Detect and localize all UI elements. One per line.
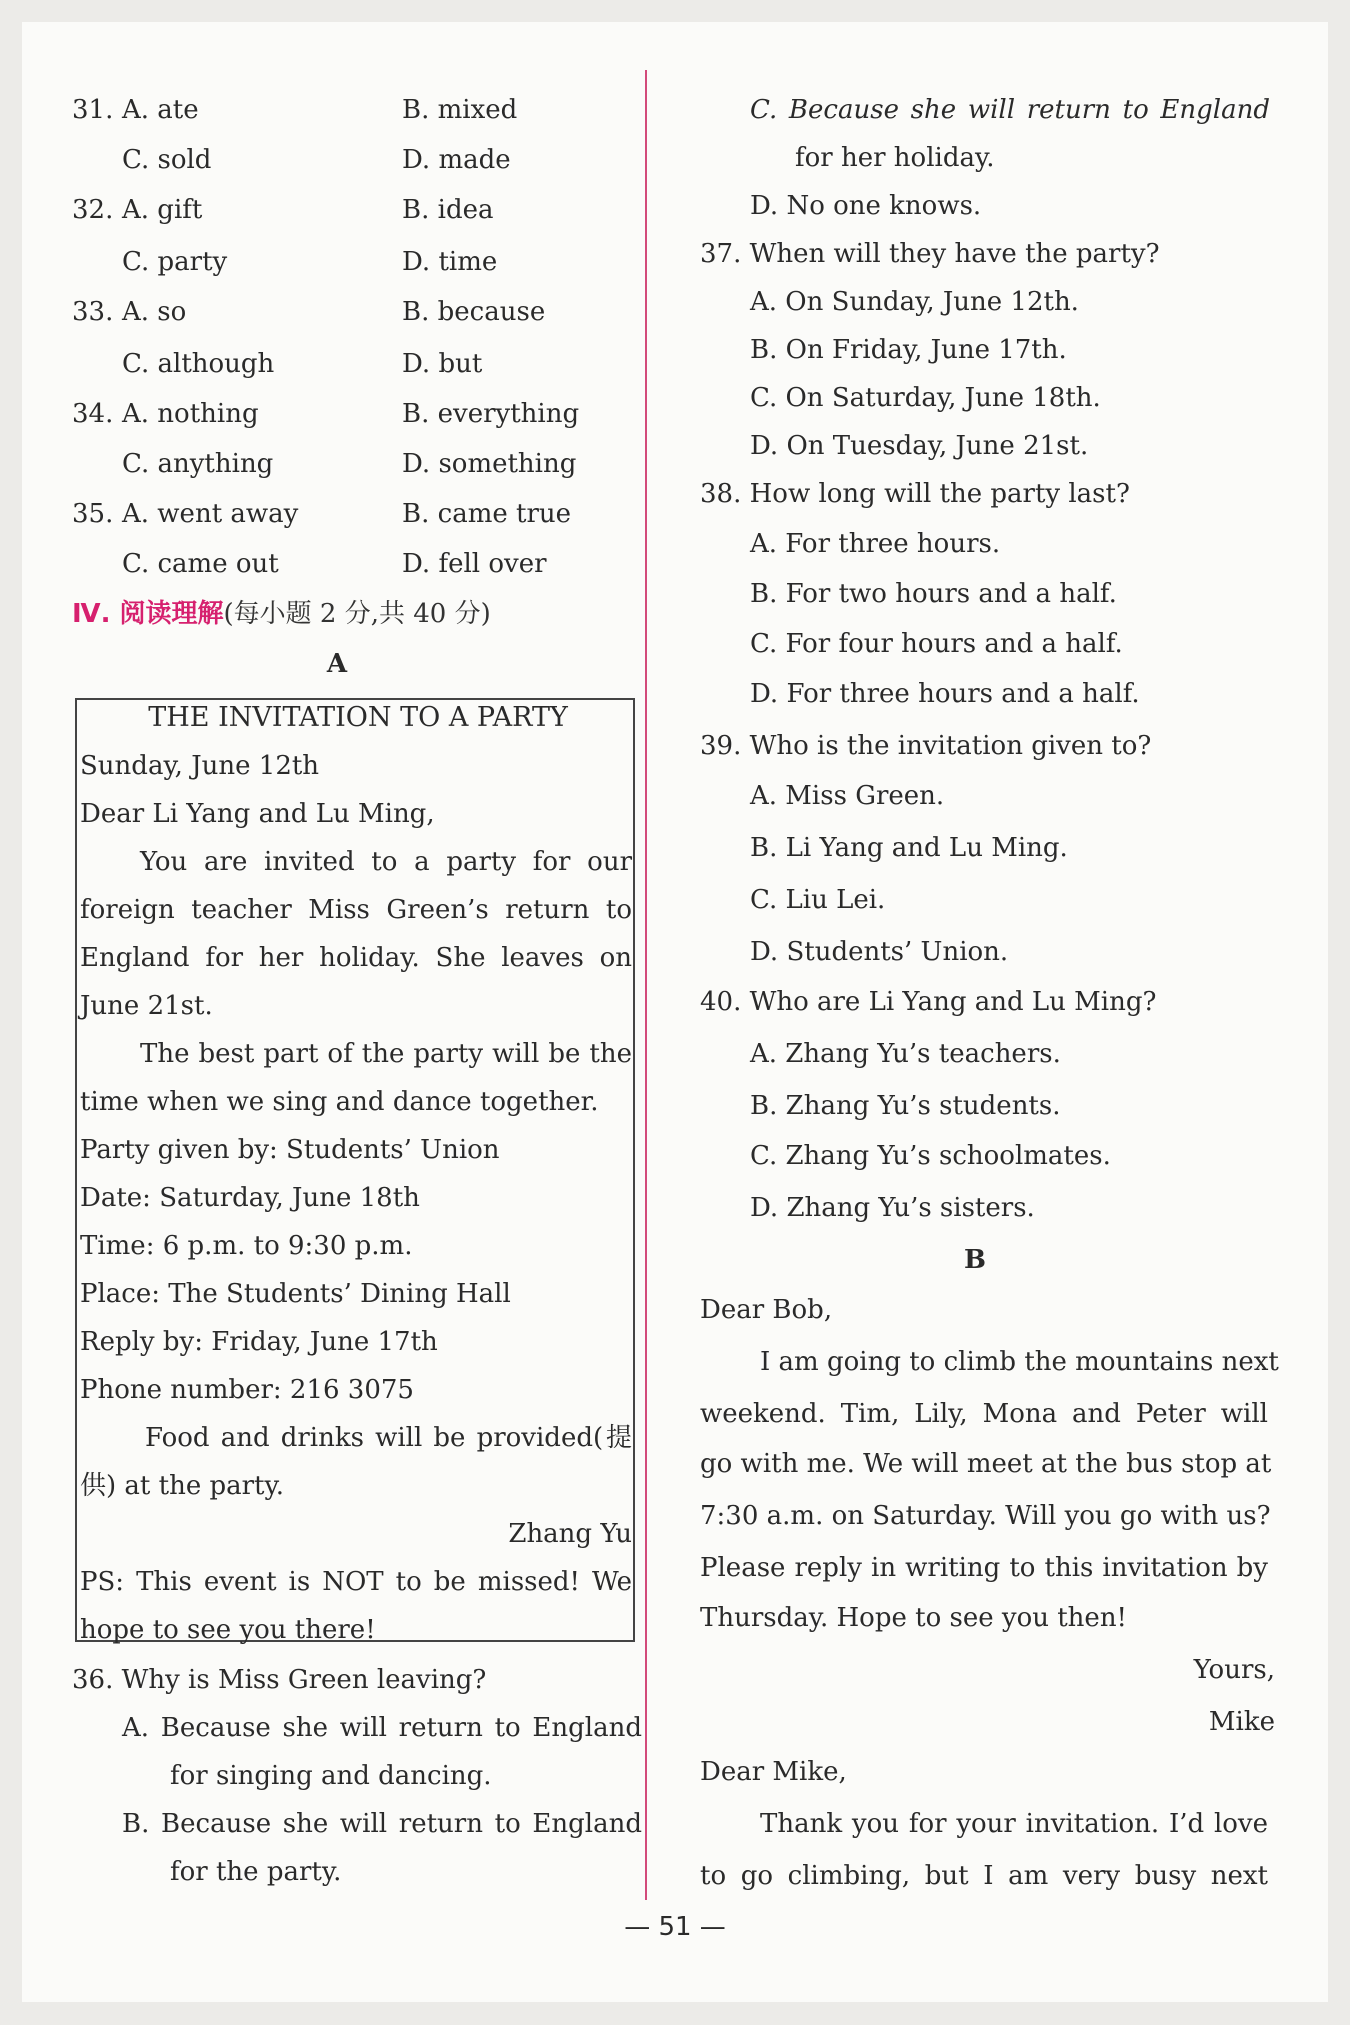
invitation-p1-line: June 21st. (80, 991, 213, 1021)
q37-option-d: D. On Tuesday, June 21st. (750, 431, 1089, 461)
q34-option-c: C. anything (122, 449, 274, 479)
q39-option-a: A. Miss Green. (750, 781, 945, 811)
letter1-signer: Mike (1208, 1707, 1275, 1737)
q38-option-b: B. For two hours and a half. (750, 579, 1117, 609)
q36-option-b: B. Because she will return to England (122, 1809, 642, 1839)
invitation-ps-line: hope to see you there! (80, 1615, 376, 1645)
invitation-date: Sunday, June 12th (80, 751, 320, 781)
q33-option-c: C. although (122, 349, 275, 379)
q36-option-a: A. Because she will return to England (122, 1713, 642, 1743)
invitation-time-line: Time: 6 p.m. to 9:30 p.m. (80, 1231, 413, 1261)
invitation-date-line: Date: Saturday, June 18th (80, 1183, 420, 1213)
section-heading (72, 594, 491, 634)
invitation-p1-line: England for her holiday. She leaves on (80, 943, 632, 973)
letter1-greeting: Dear Bob, (700, 1295, 833, 1325)
q32-option-a: A. gift (122, 195, 203, 225)
q34-option-b: B. everything (402, 399, 580, 429)
q38-stem: 38. How long will the party last? (700, 479, 1130, 509)
invitation-greeting: Dear Li Yang and Lu Ming, (80, 799, 435, 829)
q37-option-c: C. On Saturday, June 18th. (750, 383, 1101, 413)
q31-option-b: B. mixed (402, 95, 518, 125)
invitation-reply-line: Reply by: Friday, June 17th (80, 1327, 438, 1357)
passage-b-label: B (964, 1245, 986, 1275)
q34-option-a: A. nothing (122, 399, 259, 429)
invitation-phone-line: Phone number: 216 3075 (80, 1375, 414, 1405)
q39-option-c: C. Liu Lei. (750, 885, 886, 915)
q31-number: 31. (72, 95, 114, 125)
q32-option-b: B. idea (402, 195, 494, 225)
q40-option-d: D. Zhang Yu’s sisters. (750, 1193, 1035, 1223)
q36-option-c: C. Because she will return to England (750, 95, 1270, 125)
q35-option-c: C. came out (122, 549, 279, 579)
q36-option-a-cont: for singing and dancing. (170, 1761, 492, 1791)
letter1-line: Please reply in writing to this invitation by (700, 1553, 1268, 1583)
letter2-line: to go climbing, but I am very busy next (700, 1861, 1268, 1891)
q33-option-a: A. so (122, 297, 187, 327)
q37-option-a: A. On Sunday, June 12th. (750, 287, 1079, 317)
q31-option-a: A. ate (122, 95, 199, 125)
invitation-p1-line: foreign teacher Miss Green’s return to (80, 895, 632, 925)
q34-option-d: D. something (402, 449, 577, 479)
invitation-p1-line: You are invited to a party for our (140, 847, 632, 877)
q35-option-d: D. fell over (402, 549, 547, 579)
q40-option-a: A. Zhang Yu’s teachers. (750, 1039, 1061, 1069)
page-number: — 51 — (624, 1912, 726, 1942)
q38-option-d: D. For three hours and a half. (750, 679, 1140, 709)
q39-option-d: D. Students’ Union. (750, 937, 1009, 967)
invitation-p2-line: The best part of the party will be the (140, 1039, 632, 1069)
invitation-ps-line: PS: This event is NOT to be missed! We (80, 1567, 632, 1597)
section-title: Ⅳ. 阅读理解 (72, 599, 224, 629)
q35-option-a: A. went away (122, 499, 299, 529)
letter2-greeting: Dear Mike, (700, 1757, 847, 1787)
q33-number: 33. (72, 297, 114, 327)
invitation-signature: Zhang Yu (508, 1519, 632, 1549)
passage-a-label: A (326, 649, 348, 679)
q35-number: 35. (72, 499, 114, 529)
q35-option-b: B. came true (402, 499, 572, 529)
q31-option-d: D. made (402, 145, 511, 175)
q36-option-c-cont: for her holiday. (795, 143, 995, 173)
q36-option-b-cont: for the party. (170, 1857, 342, 1887)
q36-stem: 36. Why is Miss Green leaving? (72, 1665, 487, 1695)
q31-option-c: C. sold (122, 145, 212, 175)
q38-option-a: A. For three hours. (750, 529, 1001, 559)
q37-option-b: B. On Friday, June 17th. (750, 335, 1067, 365)
q33-option-d: D. but (402, 349, 483, 379)
q37-stem: 37. When will they have the party? (700, 239, 1160, 269)
letter1-line: 7:30 a.m. on Saturday. Will you go with us? (700, 1501, 1271, 1531)
invitation-food-line: 供) at the party. (80, 1471, 284, 1501)
q40-stem: 40. Who are Li Yang and Lu Ming? (700, 987, 1157, 1017)
q40-option-c: C. Zhang Yu’s schoolmates. (750, 1141, 1111, 1171)
invitation-given-by: Party given by: Students’ Union (80, 1135, 500, 1165)
letter2-line: Thank you for your invitation. I’d love (760, 1809, 1268, 1839)
section-note: (每小题 2 分,共 40 分) (223, 599, 491, 629)
letter1-line: weekend. Tim, Lily, Mona and Peter will (700, 1399, 1268, 1429)
q32-number: 32. (72, 195, 114, 225)
q36-option-d: D. No one knows. (750, 191, 982, 221)
letter1-line: Thursday. Hope to see you then! (700, 1603, 1128, 1633)
invitation-place-line: Place: The Students’ Dining Hall (80, 1279, 511, 1309)
letter1-line: go with me. We will meet at the bus stop at (700, 1449, 1272, 1479)
column-divider (645, 70, 647, 1900)
q39-stem: 39. Who is the invitation given to? (700, 731, 1152, 761)
invitation-food-line: Food and drinks will be provided(提 (145, 1423, 632, 1453)
invitation-p2-line: time when we sing and dance together. (80, 1087, 599, 1117)
q40-option-b: B. Zhang Yu’s students. (750, 1091, 1061, 1121)
letter1-line: I am going to climb the mountains next (760, 1347, 1279, 1377)
q38-option-c: C. For four hours and a half. (750, 629, 1123, 659)
q39-option-b: B. Li Yang and Lu Ming. (750, 833, 1068, 863)
q32-option-d: D. time (402, 247, 498, 277)
q34-number: 34. (72, 399, 114, 429)
q33-option-b: B. because (402, 297, 546, 327)
invitation-title: THE INVITATION TO A PARTY (148, 702, 568, 733)
q32-option-c: C. party (122, 247, 228, 277)
letter1-closing: Yours, (1193, 1655, 1275, 1685)
